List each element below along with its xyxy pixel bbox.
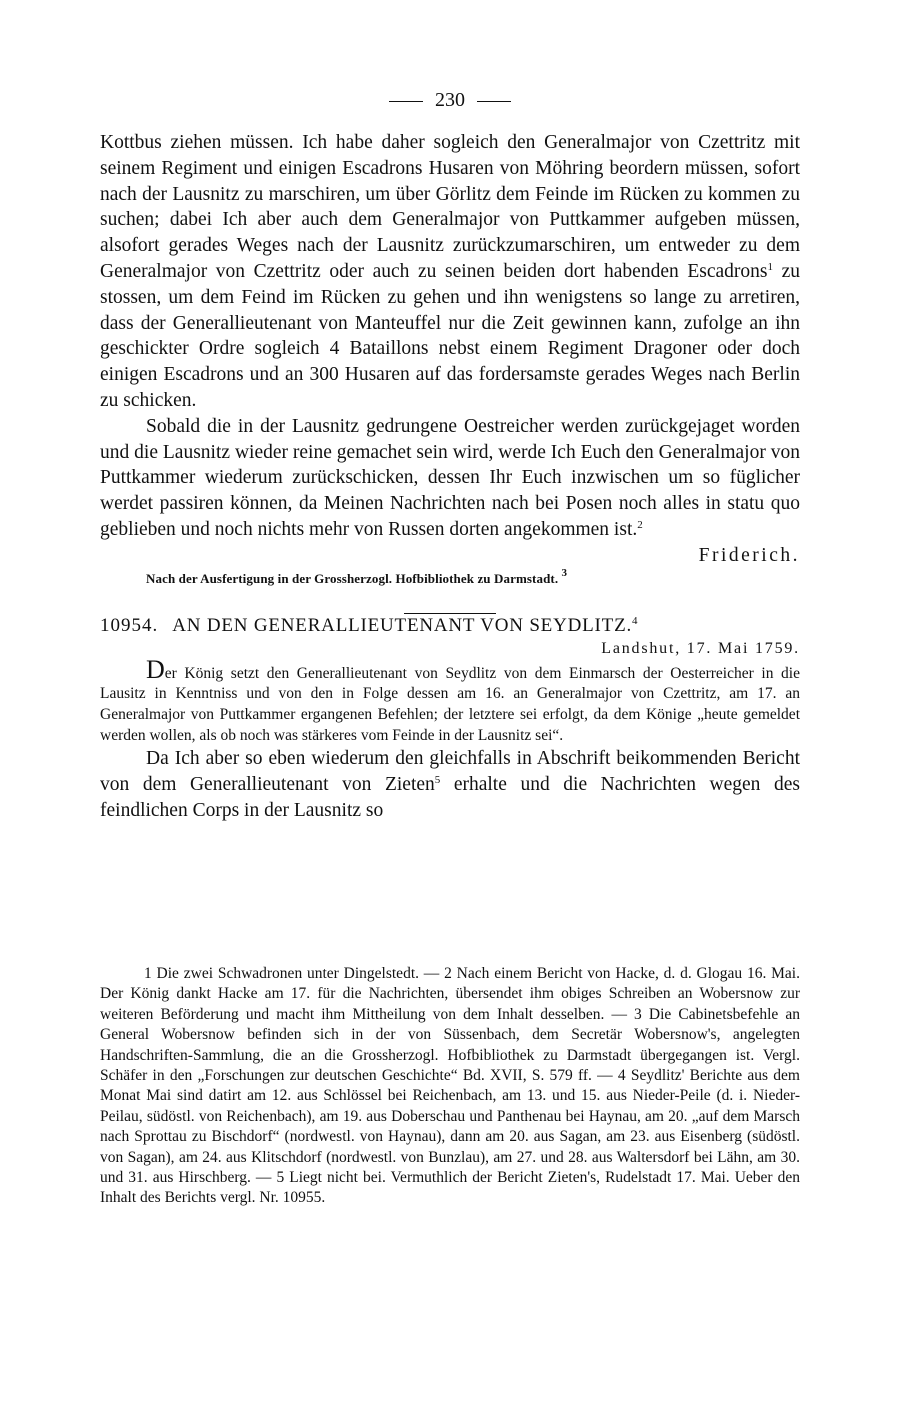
footnotes-text: 1 Die zwei Schwadronen unter Dingelstedt. — 2 Nach einem Bericht von Hacke, d. d. Glogau 16. Mai. Der König dankt Hacke am 17. für die Nachrichten, übersendet ihm obiges Schreiben an Wobersnow zur weiteren Beförderung und macht ihm Mittheilung von dem Inhalt desselben. — 3 Die Cabinetsbefehle an General Wobersnow befinden sich in der von Süssenbach, dem Secretär Wobersnow's, angelegten Handschriften-Sammlung, die an die Grossherzogl. Hofbibliothek zu Darmstadt übergegangen ist. Vergl. Schäfer in den „Forschungen zur deutschen Geschichte“ Bd. XVII, S. 579 ff. — 4 Seydlitz' Berichte aus dem Monat Mai sind datirt am 12. aus Schlössel bei Reichenbach, am 13. und 15. aus Nieder-Peile (d. i. Nieder-Peilau, südöstl. von Reichenbach), am 19. aus Doberschau und Panthenau bei Haynau, am 20. „auf dem Marsch nach Sprottau zu Bischdorf“ (nordwestl. von Haynau), dann am 20. aus Sagan, am 23. aus Eisenberg (südöstl. von Sagan), am 24. aus Klitschdorf (nordwestl. von Bunzlau), am 27. und 28. aus Waltersdorf bei Lähn, am 30. und 31. aus Hirschberg. — 5 Liegt nicht bei. Vermuthlich der Bericht Zieten's, Rudelstadt 17. Mai. Ueber den Inhalt des Berichts vergl. Nr. 10955.: [100, 965, 800, 1207]
letter-body-end: erhalte und die Nachrichten wegen des feindlichen Corps in der Lausnitz so: [100, 773, 800, 821]
paragraph-2: [100, 414, 800, 543]
paragraph-1-end: zu stossen, um dem Feind im Rücken zu gehen und ihn wenigstens so lange zu arretiren, dass der Generallieutenant von Manteuffel nur die Zeit gewinnen kann, zufolge an ihn geschickter Ordre sogleich 4 Bataillons nebst einem Regiment Dragoner oder doch einigen Escadrons und an 300 Husaren auf das fordersamste gerades Weges nach Berlin zu schicken.: [100, 260, 801, 411]
source-note: [100, 566, 800, 589]
footnote-ref-5: 5: [434, 773, 441, 786]
source-note-text: Nach der Ausfertigung in der Grossherzogl. Hofbibliothek zu Darmstadt.: [146, 570, 559, 586]
footnote-ref-3: 3: [561, 566, 568, 579]
footnotes: [100, 964, 800, 1209]
footnote-ref-1: 1: [767, 260, 773, 273]
main-text: [100, 130, 800, 824]
letter-title: AN DEN GENERALLIEUTENANT VON SEYDLITZ.: [172, 614, 633, 636]
paragraph-continued: [100, 130, 800, 414]
footnote-ref-2: 2: [637, 518, 643, 531]
letter-body-text: Da Ich aber so eben wiederum den gleichfalls in Abschrift beikommenden Bericht von dem Generallieutenant von Zieten: [100, 748, 800, 795]
page-number-dash-left: [389, 101, 423, 102]
page-number-text: 230: [435, 89, 465, 111]
summary-initial: D: [146, 654, 165, 684]
letter-number: 10954.: [100, 614, 159, 636]
letter-summary: [100, 654, 800, 746]
page-number-dash-right: [477, 101, 511, 102]
signature: Friderich.: [698, 544, 800, 566]
paragraph-1-text: Kottbus ziehen müssen. Ich habe daher sogleich den Generalmajor von Czettritz mit seinem Regiment und einigen Escadrons Husaren von Möhring beordern müssen, sofort nach der Lausnitz zu marschiren, um über Görlitz dem Feinde im Rücken zu kommen zu suchen; dabei Ich aber auch dem Generalmajor von Puttkammer aufgeben müssen, alsofort gerades Weges nach der Lausnitz zurückzumarschiren, um entweder zu dem Generalmajor von Czettritz oder auch zu seinen beiden dort habenden Escadrons: [100, 132, 800, 282]
paragraph-2-text: Sobald die in der Lausnitz gedrungene Oestreicher werden zurückgejaget worden und die Lausnitz wieder reine gemachet sein wird, werde Ich Euch den Generalmajor von Puttkammer wiederum zurückschicken, dessen Ihr Euch inzwischen um so füglicher werdet passiren können, da Meinen Nachrichten nach bei Posen noch alles in statu quo geblieben und noch nichts mehr von Russen dorten angekommen ist.: [100, 415, 800, 540]
letter-body: [100, 746, 800, 823]
letter-heading: [100, 614, 800, 638]
summary-text: er König setzt den Generallieutenant von Seydlitz von dem Einmarsch der Oesterreicher in die Lausitz in Kenntniss und von den in Folge dessen am 16. an Generalmajor von Czettritz, am 17. an Generalmajor von Puttkammer ergangenen Befehlen; der letztere sei erfolgt, da dem Könige „heute gemeldet werden wollen, als ob noch was stärkeres vom Feinde in der Lausnitz sei“.: [100, 664, 800, 744]
letter-dateline: Landshut, 17. Mai 1759.: [601, 639, 800, 657]
footnote-ref-4: 4: [632, 614, 639, 627]
page-number: [0, 88, 900, 112]
